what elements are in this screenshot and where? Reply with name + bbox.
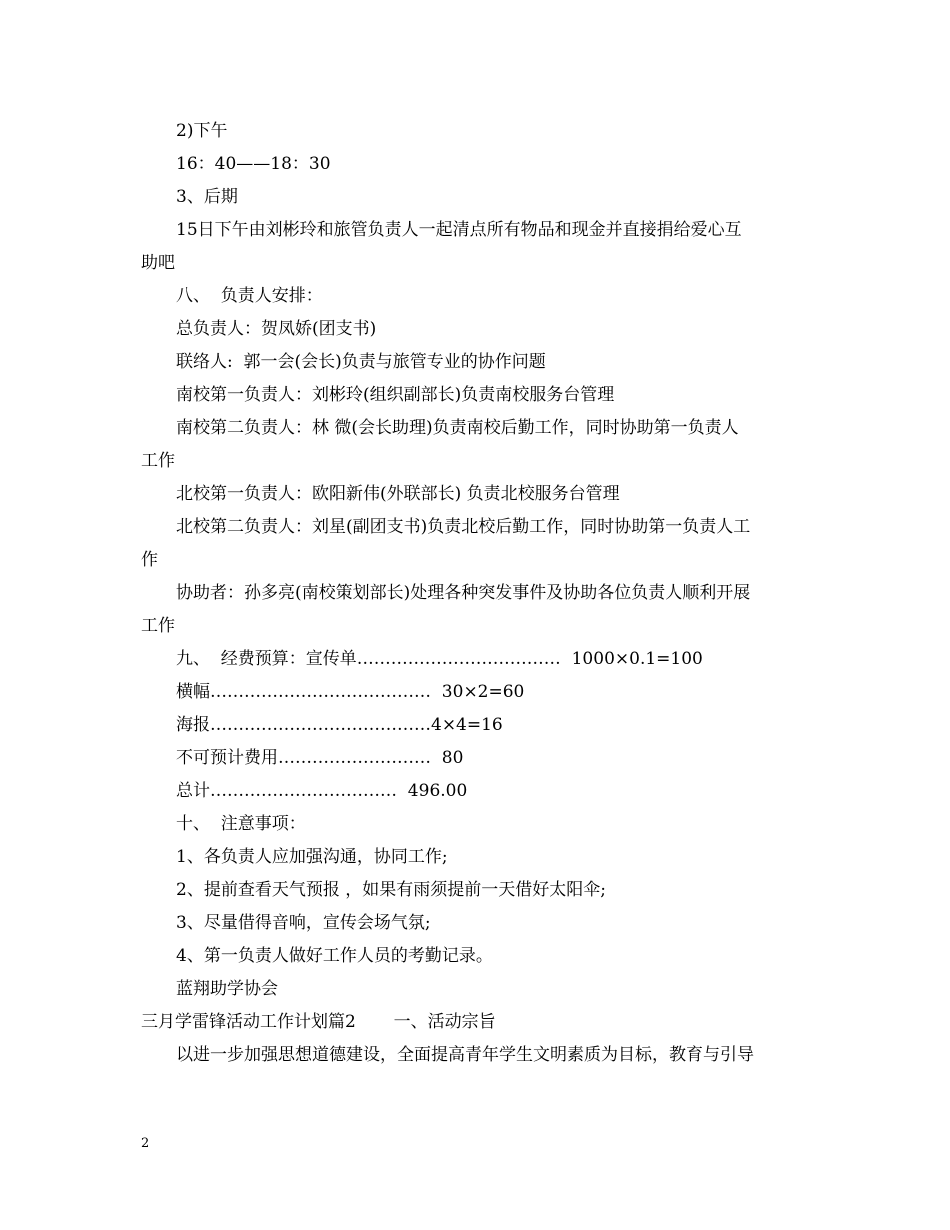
text-line: 南校第二负责人：林 微(会长助理)负责南校后勤工作，同时协助第一负责人 [176, 418, 739, 438]
text-line: 2)下午 [176, 121, 228, 141]
text-line: 以进一步加强思想道德建设，全面提高青年学生文明素质为目标，教育与引导 [176, 1045, 754, 1065]
text-line: 15日下午由刘彬玲和旅管负责人一起清点所有物品和现金并直接捐给爱心互 [176, 220, 742, 240]
text-line: 南校第一负责人：刘彬玲(组织副部长)负责南校服务台管理 [176, 385, 615, 405]
text-line: 2、提前查看天气预报 ，如果有雨须提前一天借好太阳伞; [176, 880, 606, 900]
text-line: 工作 [141, 451, 175, 471]
text-line: 作 [141, 550, 158, 570]
text-line: 海报…………………………………4×4=16 [176, 715, 503, 735]
text-line: 十、 注意事项： [176, 814, 306, 834]
text-line: 协助者：孙多亮(南校策划部长)处理各种突发事件及协助各位负责人顺利开展 [176, 583, 751, 603]
document-body [141, 115, 821, 1072]
text-line: 总计…………………………… 496.00 [176, 781, 468, 801]
text-line: 横幅………………………………… 30×2=60 [176, 682, 525, 702]
text-line: 北校第一负责人：欧阳新伟(外联部长) 负责北校服务台管理 [176, 484, 620, 504]
page-number: 2 [141, 1136, 150, 1151]
text-line: 助吧 [141, 253, 175, 273]
text-line: 九、 经费预算：宣传单……………………………… 1000×0.1=100 [176, 649, 703, 669]
text-line: 八、 负责人安排： [176, 286, 323, 306]
text-line: 总负责人：贺凤娇(团支书) [176, 319, 377, 339]
text-line: 3、后期 [176, 187, 238, 207]
text-line: 1、各负责人应加强沟通，协同工作; [176, 847, 448, 867]
text-line: 联络人: 郭一会(会长)负责与旅管专业的协作问题 [176, 352, 546, 372]
text-line: 3、尽量借得音响，宣传会场气氛; [176, 913, 431, 933]
text-line: 4、第一负责人做好工作人员的考勤记录。 [176, 946, 493, 966]
text-line: 工作 [141, 616, 175, 636]
text-line: 16：40——18：30 [176, 154, 331, 174]
text-line: 三月学雷锋活动工作计划篇2 一、活动宗旨 [141, 1012, 496, 1032]
text-line: 北校第二负责人：刘星(副团支书)负责北校后勤工作，同时协助第一负责人工 [176, 517, 751, 537]
text-line: 蓝翔助学协会 [176, 979, 278, 999]
text-line: 不可预计费用……………………… 80 [176, 748, 464, 768]
